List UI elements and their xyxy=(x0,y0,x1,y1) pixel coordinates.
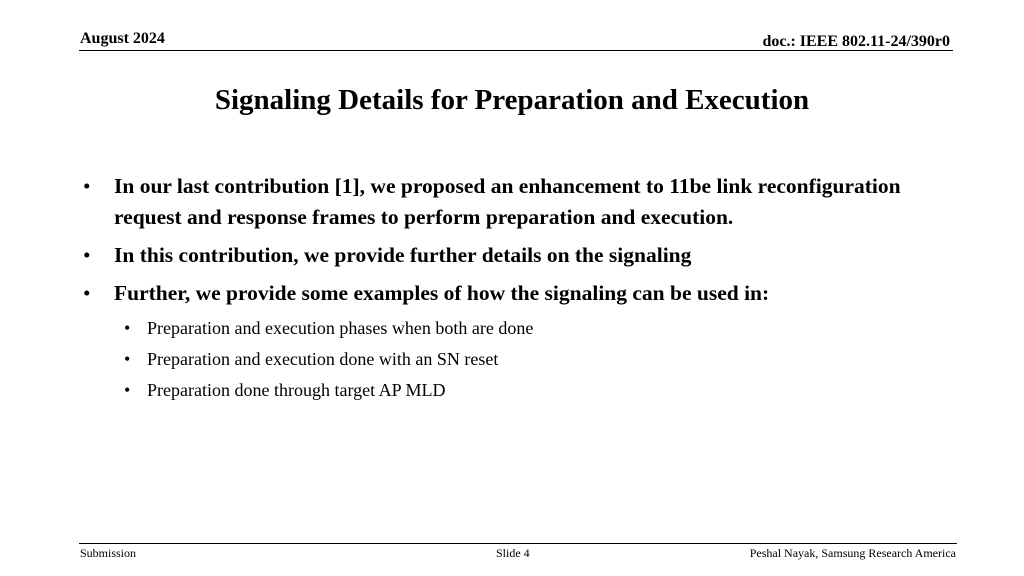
footer-author: Peshal Nayak, Samsung Research America xyxy=(749,546,956,560)
header-date: August 2024 xyxy=(80,30,165,47)
bullet-item xyxy=(83,240,933,271)
bullet-text: Further, we provide some examples of how the signaling can be used in: xyxy=(114,281,770,305)
bullet-icon: • xyxy=(83,243,91,267)
sub-bullet-icon: • xyxy=(124,380,131,400)
bullet-text: In this contribution, we provide further details on the signaling xyxy=(114,243,692,267)
sub-bullet-icon: • xyxy=(124,349,131,369)
bullet-icon: • xyxy=(83,281,91,305)
sub-bullet-item xyxy=(124,316,933,340)
footer-slide-number: Slide 4 xyxy=(496,546,530,560)
sub-bullet-icon: • xyxy=(124,318,131,338)
sub-bullet-text: Preparation and execution phases when both are done xyxy=(147,318,534,338)
footer-submission: Submission xyxy=(80,546,137,560)
header-divider xyxy=(79,50,953,51)
sub-bullet-text: Preparation done through target AP MLD xyxy=(147,380,446,400)
sub-bullet-item xyxy=(124,347,933,371)
bullet-item xyxy=(83,171,933,233)
footer-divider xyxy=(79,543,957,544)
bullet-text: In our last contribution [1], we proposed an enhancement to 11be link reconfiguration request and response frames to perform preparation and execution. xyxy=(114,174,901,229)
header-doc-id: doc.: IEEE 802.11-24/390r0 xyxy=(762,33,950,50)
bullet-item xyxy=(83,278,933,309)
bullet-list xyxy=(83,171,933,409)
bullet-icon: • xyxy=(83,174,91,198)
sub-bullet-text: Preparation and execution done with an SN reset xyxy=(147,349,499,369)
sub-bullet-item xyxy=(124,378,933,402)
slide-title: Signaling Details for Preparation and Execution xyxy=(214,84,810,116)
